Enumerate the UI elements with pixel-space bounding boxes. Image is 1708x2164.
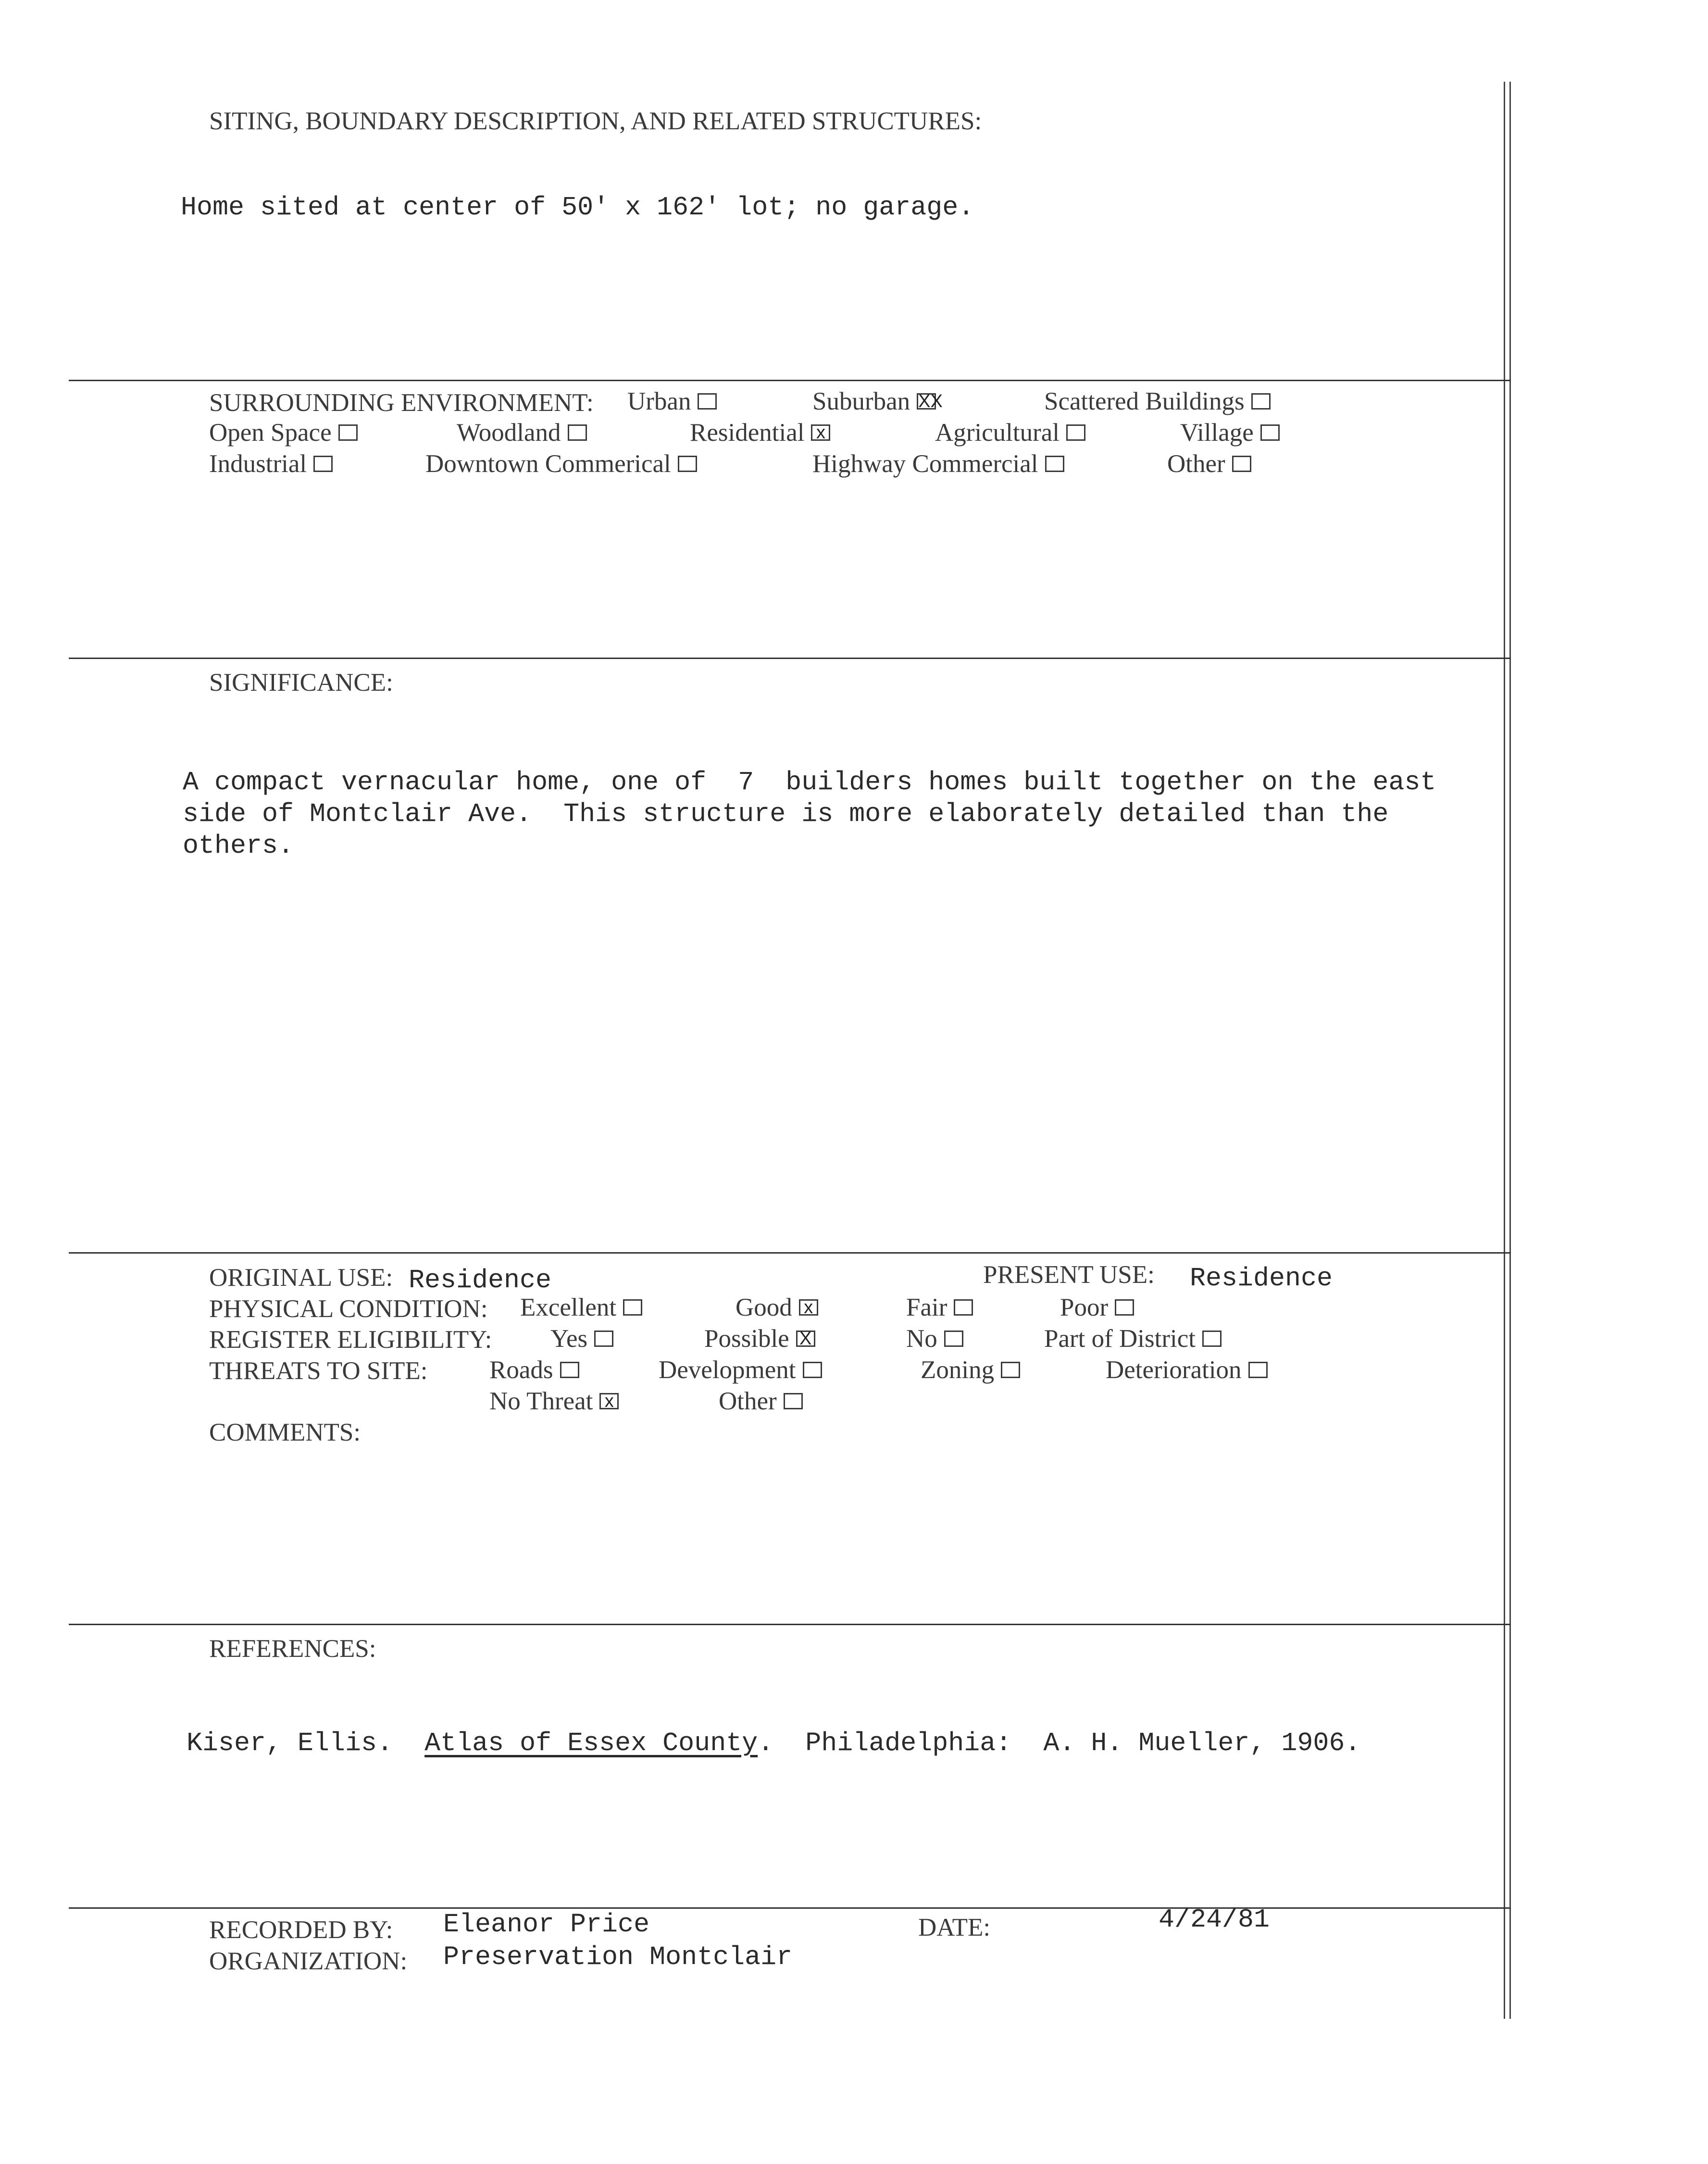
eligibility-no[interactable]: No: [906, 1324, 963, 1353]
threat-roads[interactable]: Roads: [489, 1356, 579, 1384]
env-option-downtown-commercial[interactable]: Downtown Commerical: [425, 449, 697, 478]
env-option-suburban[interactable]: Suburban XX: [812, 387, 943, 415]
eligibility-possible[interactable]: Possible X: [704, 1324, 815, 1353]
env-option-scattered-buildings[interactable]: Scattered Buildings: [1044, 387, 1271, 416]
significance-line: side of Montclair Ave. This structure is more elaborately detailed than the: [183, 799, 1389, 829]
reference-publisher: . Philadelphia: A. H. Mueller, 1906.: [758, 1728, 1361, 1758]
threat-zoning[interactable]: Zoning: [921, 1356, 1020, 1384]
threat-other[interactable]: Other: [719, 1387, 803, 1416]
roads-checkbox[interactable]: [560, 1362, 579, 1378]
original-use-value: Residence: [409, 1265, 552, 1295]
zoning-checkbox[interactable]: [1001, 1362, 1020, 1378]
physical-condition-label: PHYSICAL CONDITION:: [209, 1295, 488, 1323]
present-use-value: Residence: [1190, 1263, 1333, 1293]
significance-text: [183, 767, 1436, 862]
yes-checkbox[interactable]: [594, 1331, 613, 1347]
env-option-residential[interactable]: Residential x: [690, 418, 830, 447]
siting-text: Home sited at center of 50' x 162' lot; no garage.: [181, 192, 974, 223]
residential-checkbox[interactable]: x: [811, 424, 830, 441]
register-eligibility-label: REGISTER ELIGIBILITY:: [209, 1326, 492, 1354]
section-divider: [69, 1252, 1511, 1254]
date-value: 4/24/81: [1159, 1904, 1270, 1935]
woodland-checkbox[interactable]: [568, 424, 587, 441]
condition-poor[interactable]: Poor: [1060, 1293, 1134, 1322]
no-checkbox[interactable]: [944, 1331, 963, 1347]
recorded-by-label: RECORDED BY:: [209, 1916, 393, 1944]
reference-title: Atlas of Essex County: [424, 1728, 758, 1758]
highway-commercial-checkbox[interactable]: [1045, 456, 1064, 472]
threats-to-site-label: THREATS TO SITE:: [209, 1357, 428, 1385]
recorded-by-value: Eleanor Price: [443, 1909, 650, 1940]
environment-heading: SURROUNDING ENVIRONMENT:: [209, 389, 594, 417]
eligibility-part-of-district[interactable]: Part of District: [1044, 1324, 1222, 1353]
possible-checkbox[interactable]: X: [796, 1331, 815, 1347]
condition-fair[interactable]: Fair: [906, 1293, 973, 1322]
env-option-agricultural[interactable]: Agricultural: [935, 418, 1085, 447]
good-checkbox[interactable]: x: [799, 1299, 818, 1316]
env-option-open-space[interactable]: Open Space: [209, 418, 358, 447]
section-divider: [69, 1907, 1511, 1909]
scattered-buildings-checkbox[interactable]: [1251, 393, 1271, 410]
significance-line: A compact vernacular home, one of 7 builders homes built together on the east: [183, 767, 1436, 797]
threat-other-checkbox[interactable]: [784, 1393, 803, 1409]
original-use-label: ORIGINAL USE:: [209, 1264, 393, 1292]
agricultural-checkbox[interactable]: [1066, 424, 1085, 441]
section-divider: [69, 380, 1511, 381]
references-heading: REFERENCES:: [209, 1635, 376, 1663]
suburban-checkbox[interactable]: XX: [917, 393, 936, 410]
env-option-industrial[interactable]: Industrial: [209, 449, 333, 478]
deterioration-checkbox[interactable]: [1248, 1362, 1268, 1378]
env-option-other[interactable]: Other: [1167, 449, 1251, 478]
significance-line: others.: [183, 831, 294, 861]
condition-good[interactable]: Good x: [736, 1293, 818, 1322]
condition-excellent[interactable]: Excellent: [520, 1293, 642, 1322]
present-use-label: PRESENT USE:: [983, 1261, 1155, 1289]
right-border-line-inner: [1509, 82, 1511, 2019]
reference-author: Kiser, Ellis.: [187, 1728, 393, 1758]
village-checkbox[interactable]: [1260, 424, 1280, 441]
threat-development[interactable]: Development: [659, 1356, 822, 1384]
eligibility-yes[interactable]: Yes: [550, 1324, 613, 1353]
urban-checkbox[interactable]: [698, 393, 717, 410]
comments-label: COMMENTS:: [209, 1418, 361, 1446]
right-border-line: [1504, 82, 1505, 2019]
no-threat-checkbox[interactable]: x: [599, 1393, 619, 1409]
section-divider: [69, 658, 1511, 659]
threat-deterioration[interactable]: Deterioration: [1106, 1356, 1268, 1384]
significance-heading: SIGNIFICANCE:: [209, 669, 393, 696]
excellent-checkbox[interactable]: [623, 1299, 642, 1316]
env-option-woodland[interactable]: Woodland: [457, 418, 587, 447]
env-option-village[interactable]: Village: [1180, 418, 1280, 447]
part-of-district-checkbox[interactable]: [1202, 1331, 1222, 1347]
open-space-checkbox[interactable]: [338, 424, 358, 441]
downtown-commercial-checkbox[interactable]: [678, 456, 697, 472]
reference-entry: [187, 1728, 1360, 1758]
organization-label: ORGANIZATION:: [209, 1947, 408, 1975]
env-option-urban[interactable]: Urban: [627, 387, 717, 416]
organization-value: Preservation Montclair: [443, 1942, 793, 1972]
section-divider: [69, 1624, 1511, 1625]
date-label: DATE:: [918, 1914, 991, 1941]
poor-checkbox[interactable]: [1115, 1299, 1134, 1316]
env-option-highway-commercial[interactable]: Highway Commercial: [812, 449, 1064, 478]
threat-no-threat[interactable]: No Threat x: [489, 1387, 619, 1416]
industrial-checkbox[interactable]: [313, 456, 333, 472]
development-checkbox[interactable]: [803, 1362, 822, 1378]
fair-checkbox[interactable]: [954, 1299, 973, 1316]
siting-heading: SITING, BOUNDARY DESCRIPTION, AND RELATED STRUCTURES:: [209, 107, 982, 135]
env-other-checkbox[interactable]: [1232, 456, 1251, 472]
